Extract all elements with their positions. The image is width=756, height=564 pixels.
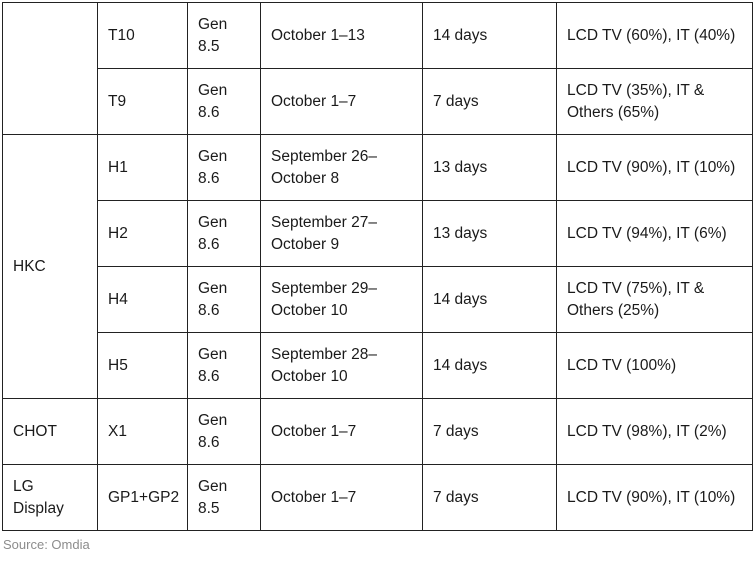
fab-cell bbox=[98, 267, 188, 333]
product-mix-cell bbox=[557, 135, 753, 201]
table-row bbox=[3, 135, 753, 201]
duration-text: 7 days bbox=[433, 488, 479, 506]
table-row bbox=[3, 333, 753, 399]
fab-cell bbox=[98, 135, 188, 201]
fab-text: H5 bbox=[108, 356, 128, 374]
duration-text: 13 days bbox=[433, 224, 488, 242]
product-mix-text: LCD TV (94%), IT (6%) bbox=[567, 224, 727, 242]
generation-text: Gen 8.6 bbox=[198, 213, 228, 253]
fab-text: X1 bbox=[108, 422, 127, 440]
generation-text: Gen 8.5 bbox=[198, 477, 228, 517]
manufacturer-cell bbox=[3, 465, 98, 531]
product-mix-cell bbox=[557, 465, 753, 531]
duration-text: 14 days bbox=[433, 290, 488, 308]
fab-cell bbox=[98, 201, 188, 267]
product-mix-cell bbox=[557, 399, 753, 465]
product-mix-cell bbox=[557, 333, 753, 399]
product-mix-text: LCD TV (60%), IT (40%) bbox=[567, 26, 736, 44]
product-mix-text: LCD TV (90%), IT (10%) bbox=[567, 158, 736, 176]
duration-text: 14 days bbox=[433, 26, 488, 44]
shutdown-period-text: September 29– October 10 bbox=[271, 279, 377, 319]
shutdown-period-text: October 1–13 bbox=[271, 26, 365, 44]
shutdown-period-text: October 1–7 bbox=[271, 92, 357, 110]
fab-text: T10 bbox=[108, 26, 135, 44]
duration-cell bbox=[423, 3, 557, 69]
manufacturer-label: HKC bbox=[13, 257, 46, 275]
fab-text: H4 bbox=[108, 290, 128, 308]
generation-cell bbox=[188, 399, 261, 465]
generation-cell bbox=[188, 465, 261, 531]
table-row bbox=[3, 399, 753, 465]
fab-cell bbox=[98, 3, 188, 69]
product-mix-cell bbox=[557, 267, 753, 333]
shutdown-period-cell bbox=[261, 135, 423, 201]
shutdown-period-cell bbox=[261, 333, 423, 399]
table-row bbox=[3, 201, 753, 267]
fab-text: GP1+GP2 bbox=[108, 488, 180, 506]
manufacturer-label: LG Display bbox=[13, 477, 64, 517]
generation-text: Gen 8.5 bbox=[198, 15, 228, 55]
duration-text: 7 days bbox=[433, 92, 479, 110]
shutdown-period-cell bbox=[261, 465, 423, 531]
fab-shutdown-table bbox=[2, 2, 753, 531]
fab-text: H2 bbox=[108, 224, 128, 242]
manufacturer-cell bbox=[3, 135, 98, 399]
fab-cell bbox=[98, 465, 188, 531]
product-mix-cell bbox=[557, 69, 753, 135]
duration-cell bbox=[423, 69, 557, 135]
table-row bbox=[3, 267, 753, 333]
product-mix-text: LCD TV (35%), IT & Others (65%) bbox=[567, 81, 705, 121]
table-row bbox=[3, 3, 753, 69]
shutdown-period-cell bbox=[261, 399, 423, 465]
duration-text: 7 days bbox=[433, 422, 479, 440]
shutdown-period-text: September 26– October 8 bbox=[271, 147, 377, 187]
fab-text: T9 bbox=[108, 92, 127, 110]
duration-text: 13 days bbox=[433, 158, 488, 176]
duration-cell bbox=[423, 267, 557, 333]
duration-cell bbox=[423, 201, 557, 267]
generation-text: Gen 8.6 bbox=[198, 147, 228, 187]
generation-cell bbox=[188, 69, 261, 135]
generation-text: Gen 8.6 bbox=[198, 411, 228, 451]
generation-cell bbox=[188, 135, 261, 201]
table-row bbox=[3, 465, 753, 531]
shutdown-period-cell bbox=[261, 267, 423, 333]
fab-text: H1 bbox=[108, 158, 128, 176]
product-mix-text: LCD TV (98%), IT (2%) bbox=[567, 422, 727, 440]
generation-cell bbox=[188, 333, 261, 399]
source-note: Source: Omdia bbox=[3, 537, 90, 552]
manufacturer-cell bbox=[3, 399, 98, 465]
generation-text: Gen 8.6 bbox=[198, 345, 228, 385]
generation-cell bbox=[188, 201, 261, 267]
duration-text: 14 days bbox=[433, 356, 488, 374]
duration-cell bbox=[423, 465, 557, 531]
product-mix-text: LCD TV (75%), IT & Others (25%) bbox=[567, 279, 705, 319]
table-row bbox=[3, 69, 753, 135]
duration-cell bbox=[423, 399, 557, 465]
shutdown-period-cell bbox=[261, 3, 423, 69]
manufacturer-label: CHOT bbox=[13, 422, 57, 440]
product-mix-text: LCD TV (90%), IT (10%) bbox=[567, 488, 736, 506]
generation-cell bbox=[188, 267, 261, 333]
manufacturer-cell bbox=[3, 3, 98, 135]
generation-text: Gen 8.6 bbox=[198, 81, 228, 121]
shutdown-period-text: September 27– October 9 bbox=[271, 213, 377, 253]
product-mix-cell bbox=[557, 201, 753, 267]
product-mix-text: LCD TV (100%) bbox=[567, 356, 677, 374]
shutdown-period-text: October 1–7 bbox=[271, 422, 357, 440]
fab-cell bbox=[98, 333, 188, 399]
generation-text: Gen 8.6 bbox=[198, 279, 228, 319]
table-body bbox=[3, 3, 753, 531]
shutdown-period-text: October 1–7 bbox=[271, 488, 357, 506]
shutdown-period-cell bbox=[261, 201, 423, 267]
duration-cell bbox=[423, 135, 557, 201]
fab-cell bbox=[98, 399, 188, 465]
fab-cell bbox=[98, 69, 188, 135]
shutdown-period-cell bbox=[261, 69, 423, 135]
duration-cell bbox=[423, 333, 557, 399]
shutdown-period-text: September 28– October 10 bbox=[271, 345, 377, 385]
product-mix-cell bbox=[557, 3, 753, 69]
generation-cell bbox=[188, 3, 261, 69]
